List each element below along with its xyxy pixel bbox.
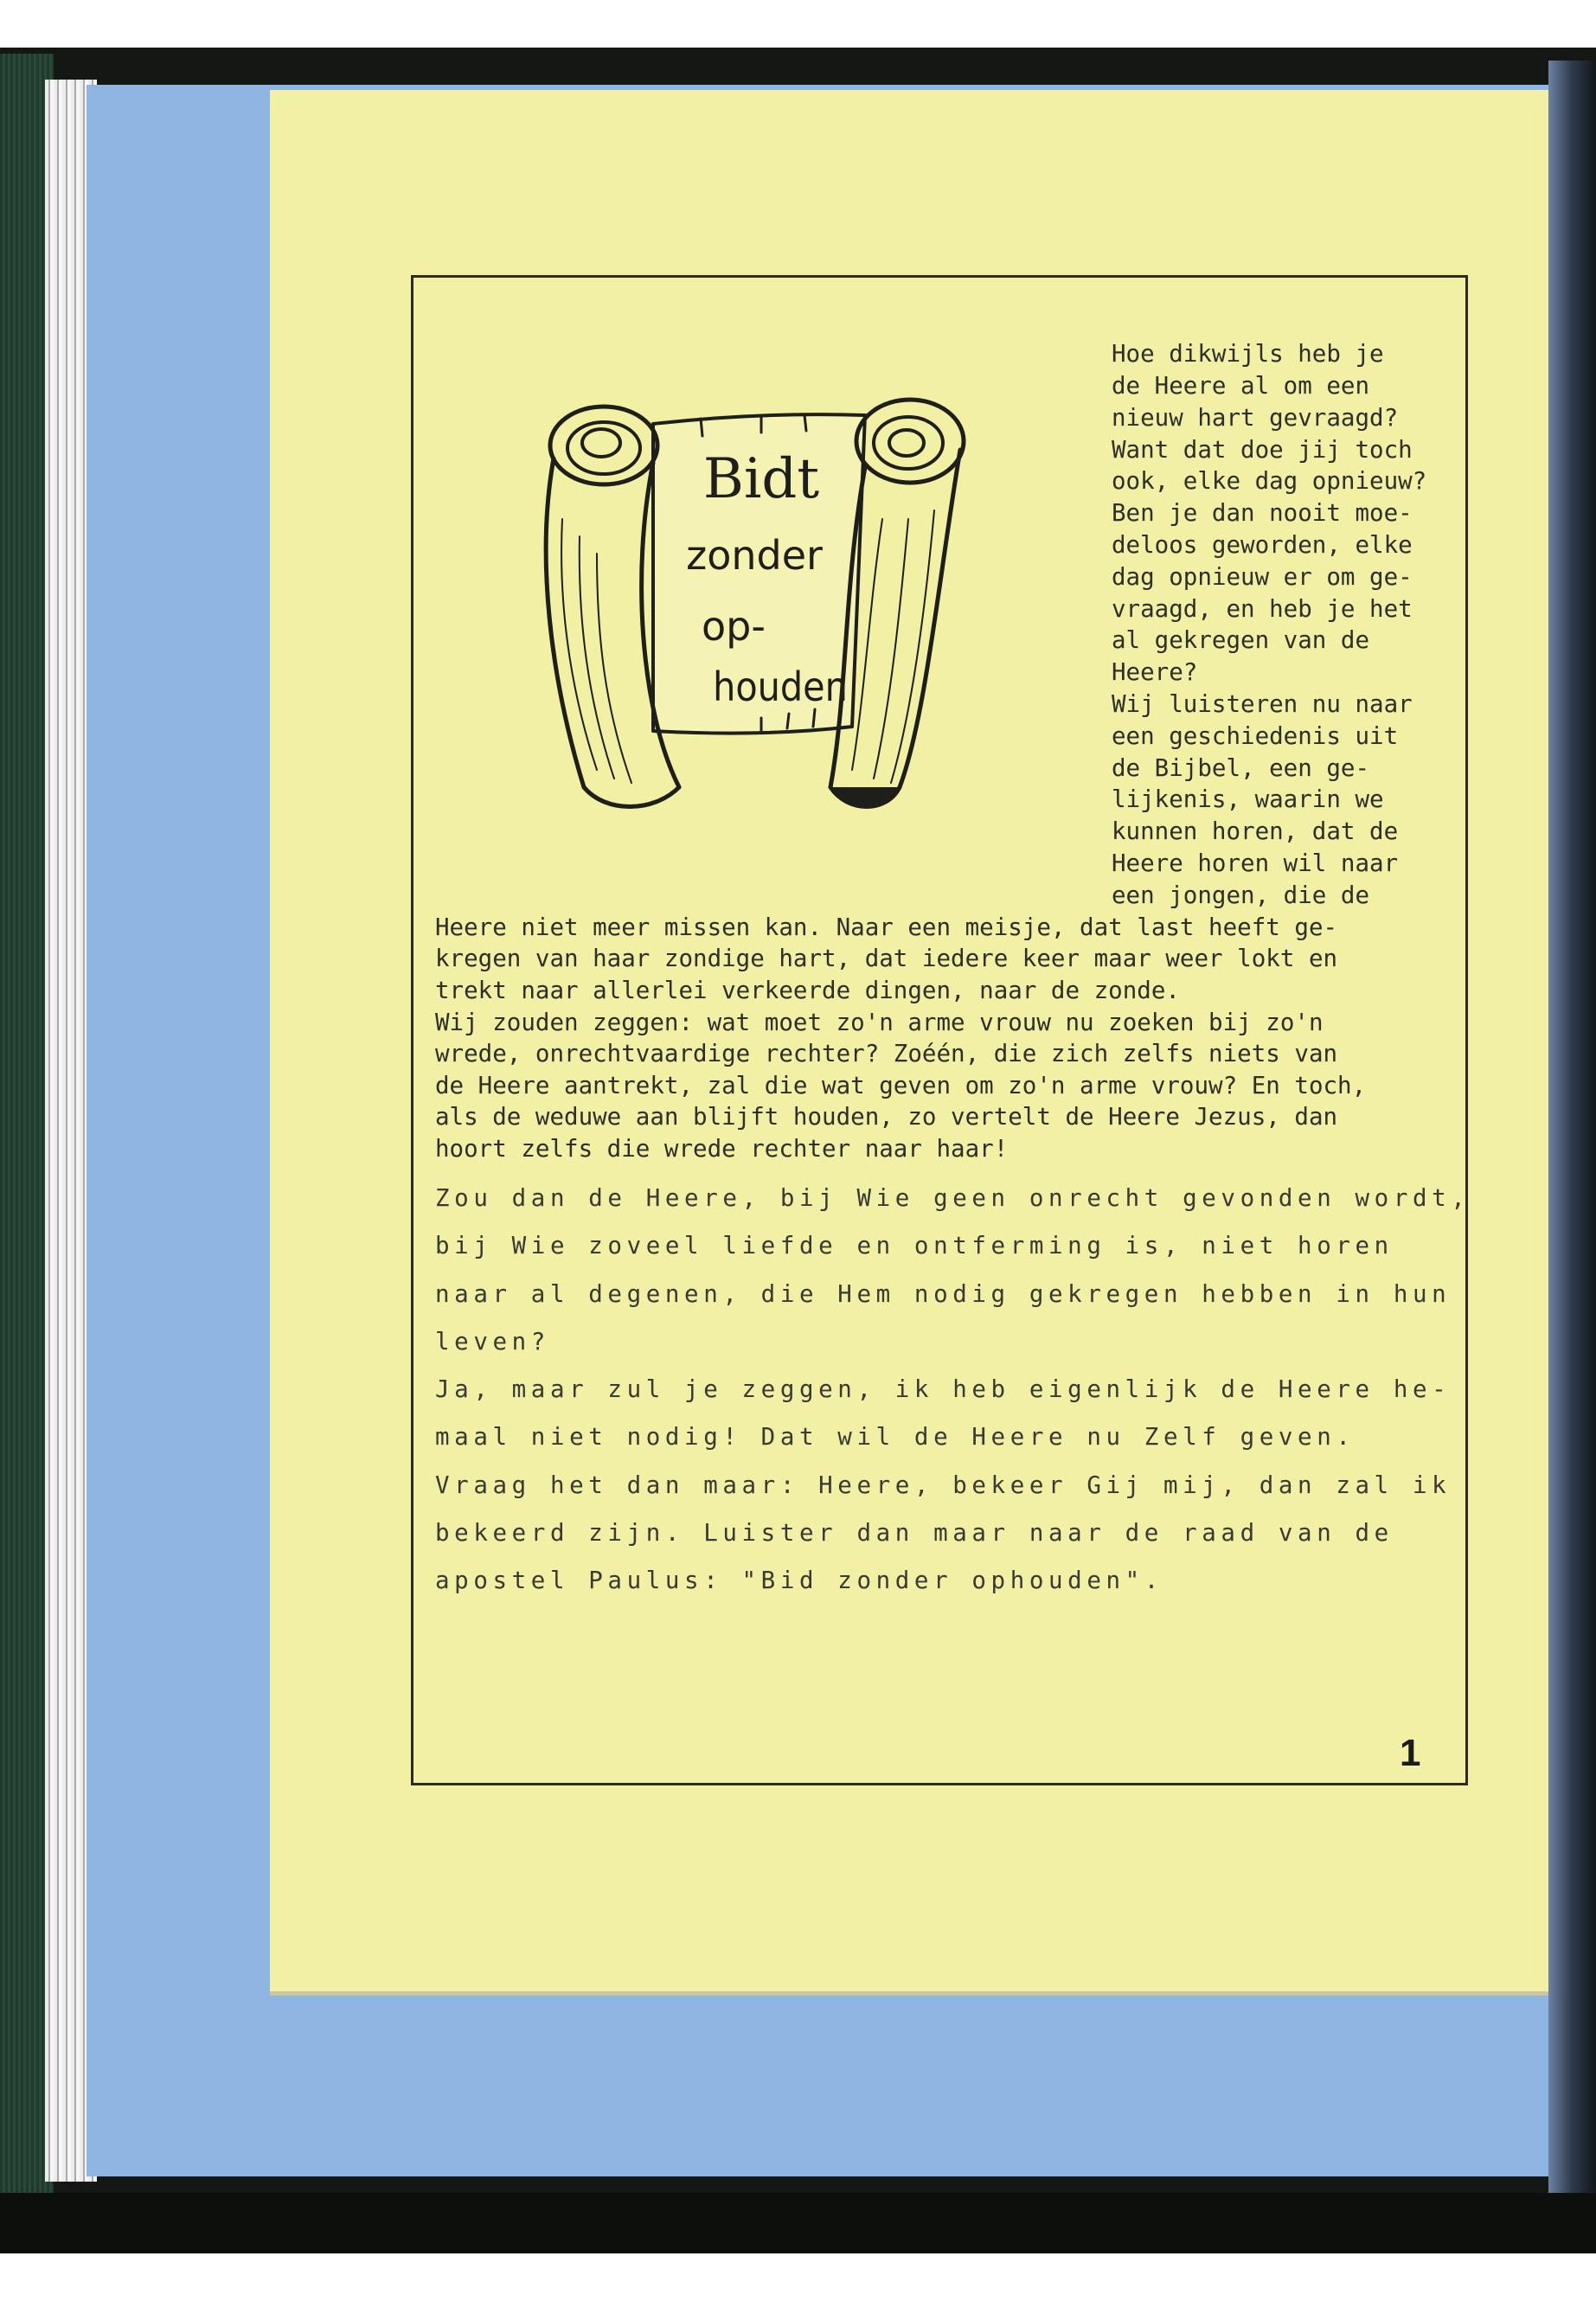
side-text-line: Want dat doe jij toch xyxy=(1112,436,1413,464)
side-text-line: ook, elke dag opnieuw? xyxy=(1112,467,1427,495)
body-text-line: Wij zouden zeggen: wat moet zo'n arme vrouw nu zoeken bij zo'n xyxy=(435,1009,1324,1036)
spaced-text-line: naar al degenen, die Hem nodig gekregen hebben in hun xyxy=(435,1280,1452,1308)
spaced-text-line: Vraag het dan maar: Heere, bekeer Gij mij, dan zal ik xyxy=(435,1471,1452,1499)
scan-bottom-edge xyxy=(0,2193,1596,2253)
spaced-text-line: bekeerd zijn. Luister dan maar naar de raad van de xyxy=(435,1519,1394,1547)
side-text-line: een geschiedenis uit xyxy=(1112,722,1399,750)
side-text-line: de Heere al om een xyxy=(1112,372,1370,400)
scroll-illustration xyxy=(502,381,1021,848)
spaced-text-line: leven? xyxy=(435,1328,550,1356)
side-text-line: kunnen horen, dat de xyxy=(1112,817,1399,845)
scroll-title-line-1: Bidt xyxy=(702,447,820,511)
side-text-line: dag opnieuw er om ge- xyxy=(1112,563,1413,591)
body-text-line: wrede, onrechtvaardige rechter? Zoéén, die zich zelfs niets van xyxy=(435,1040,1338,1067)
body-text-line: de Heere aantrekt, zal die wat geven om zo'n arme vrouw? En toch, xyxy=(435,1072,1367,1099)
spaced-text-line: apostel Paulus: "Bid zonder ophouden". xyxy=(435,1567,1163,1594)
spaced-text-line: bij Wie zoveel liefde en ontferming is, niet horen xyxy=(435,1232,1394,1259)
body-text-line: als de weduwe aan blijft houden, zo vertelt de Heere Jezus, dan xyxy=(435,1103,1338,1131)
side-text-line: Heere horen wil naar xyxy=(1112,849,1399,877)
spaced-text-line: Zou dan de Heere, bij Wie geen onrecht gevonden wordt, xyxy=(435,1184,1471,1212)
side-text-line: Wij luisteren nu naar xyxy=(1112,690,1413,718)
scroll-title-line-3: op- xyxy=(702,603,766,650)
side-text-line: lijkenis, waarin we xyxy=(1112,785,1384,813)
binding-shadow xyxy=(1548,61,1596,2197)
side-text-line: nieuw hart gevraagd? xyxy=(1112,404,1399,432)
body-text-line: Heere niet meer missen kan. Naar een meisje, dat last heeft ge- xyxy=(435,913,1338,941)
side-text-line: de Bijbel, een ge- xyxy=(1112,754,1370,782)
side-text-line: een jongen, die de xyxy=(1112,881,1370,909)
body-text-line: hoort zelfs die wrede rechter naar haar! xyxy=(435,1135,1009,1163)
spaced-text-line: Ja, maar zul je zeggen, ik heb eigenlijk de Heere he- xyxy=(435,1375,1452,1403)
side-text-line: vraagd, en heb je het xyxy=(1112,595,1413,623)
body-text-line: kregen van haar zondige hart, dat iedere keer maar weer lokt en xyxy=(435,945,1338,972)
side-text-line: Heere? xyxy=(1112,658,1198,686)
scroll-title-line-2: zonder xyxy=(686,532,823,579)
side-text-line: Ben je dan nooit moe- xyxy=(1112,499,1413,527)
spaced-text-line: maal niet nodig! Dat wil de Heere nu Zelf geven. xyxy=(435,1423,1356,1451)
side-text-line: al gekregen van de xyxy=(1112,626,1370,654)
page-number: 1 xyxy=(1400,1732,1421,1774)
side-text-line: Hoe dikwijls heb je xyxy=(1112,340,1384,368)
body-text-line: trekt naar allerlei verkeerde dingen, naar de zonde. xyxy=(435,977,1180,1004)
scroll-title-line-4: houden xyxy=(713,663,848,710)
side-text-line: deloos geworden, elke xyxy=(1112,531,1413,559)
